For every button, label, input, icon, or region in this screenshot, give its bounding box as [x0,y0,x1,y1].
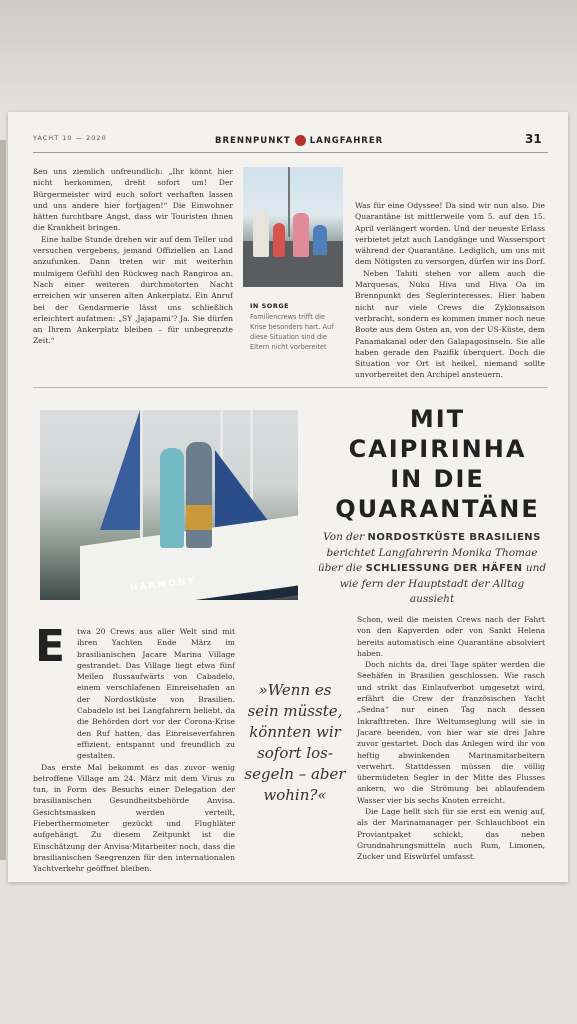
headline-line: CAIPIRINHA [348,435,527,463]
photo-caption-title: IN SORGE [250,302,290,310]
headline-line: QUARANTÄNE [335,495,540,523]
top-column-1 [33,166,233,347]
photo-caption: Familiencrews trifft die Krise besonders hart. Auf diese Situation sind die Eltern nicht vorbereitet [250,313,334,351]
header-section-part2: LANGFAHRER [309,135,384,146]
paragraph: Die Lage hellt sich für sie erst ein wenig auf, als der Marinamanager per Schlauchboot ein Proviantpaket schickt, das neben Grundnahrungsmitteln auch Rum, Limonen, Zucker und Eiswürfel umfasst. [357,807,545,862]
pull-quote: »Wenn es sein müsste, könnten wir sofort los-segeln – aber wohin?« [244,681,346,804]
paragraph: Doch nichts da, drei Tage später werden die Seehäfen in Brasilien geschlossen. Wie rasch und strikt das Einlaufverbot umgesetzt wird, erfährt die Crew der französischen Yacht „Sedna“ nur einen Tag nach dessen Inkrafttreten. Ihre Weltumseglung will sie in Jacare beenden, von hier war sie drei Jahre zuvor gestartet. Doch das Anlegen wird ihr von heftig abwinkenden Marinamitarbeitern verwehrt. Stattdessen müssen die völlig übermüdeten Segler in der Mitte des Flusses ankern, wo die Strömung bei ablaufendem Wasser vier bis sechs Knoten erreicht. [357,660,545,805]
article-column-3 [357,614,545,863]
drop-cap: E [35,621,66,672]
paragraph: twa 20 Crews aus aller Welt sind mit ihren Yachten Ende März im brasilianischen Jacare Marina Village gestrandet. Das Village liegt etwa fünf Meilen flussaufwärts von Cabadelo, einem verschlafenen Einreisehafen an der Nordostküste von Brasilien. Cabadelo ist bei Langfahrern beliebt, da die Behörden dort vor der Corona-Krise den Ruf hatten, das Einreiseverfahren effizient, entspannt und freundlich zu gestalten. [77,627,235,761]
paragraph: Schon, weil die meisten Crews nach der Fahrt von den Kapverden oder von Sankt Helena bereits automatisch eine Quarantäne absolviert haben. [357,615,545,658]
paragraph: Das erste Mal bekommt es das zuvor wenig betroffene Village am 24. März mit dem Virus zu tun, in Form des Besuchs einer Delegation der brasilianischen Gesundheitsbehörde Anvisa. Gesichtsmasken werden verteilt, Fieberthermometer gezückt und Flughläter aufgehängt. Zu diesem Zeitpunkt ist die Einschätzung der Anvisa-Mitarbeiter noch, dass die brasilianischen Seegrenzen für den internationalen Yachtverkehr geöffnet bleiben. [33,762,235,874]
article-column-1 [33,621,235,875]
article-headline [330,404,545,524]
top-column-3 [355,200,545,381]
headline-line: IN DIE [390,465,485,493]
deck-highlight: NORDOSTKÜSTE BRASILIENS [367,532,541,543]
paragraph: Was für eine Odyssee! Da sind wir nun also. Die Quarantäne ist mittlerweile vom 5. auf den 15. April verlängert worden. Und der neueste Erlass verbietet jetzt auch Landgänge und Wassersport während der Quarantäne. Lediglich, um uns mit dem Nötigsten zu versorgen, dürfen wir ins Dorf. [355,201,546,267]
page-spine [0,140,6,860]
header-rule [33,152,548,153]
compass-logo-icon [295,135,306,146]
background-shadow [0,0,577,110]
page-number: 31 [525,132,542,146]
header-issue: YACHT 10 — 2020 [33,134,107,142]
paragraph: ßen uns ziemlich unfreundlich: „Ihr könnt hier nicht herkommen, dreht sofort um! Der Bürgermeister wird euch sofort verhaften lassen und uns andere hier fortjagen!“ Die Einwohner hätten furchtbare Angst, dass wir Touristen ihnen die Krankheit bringen. [33,167,233,233]
article-deck: Von der NORDOSTKÜSTE BRASILIENS berichtet Langfahrerin Monika Thomae über die SCHLIESSUNG DER HÄFEN und wie fern der Hauptstadt der Alltag aussieht [317,531,547,605]
paragraph: Eine halbe Stunde drehen wir auf dem Teller und versuchen vergebens, jemand Offiziellen an Land anzufunken. Dann treten wir mit weiterhin mulmigem Gefühl den Rückweg nach Rangiroa an. Nach einer weiteren durchmotorten Nacht erreichen wir unseren alten Ankerplatz. Ein Anruf bei der Gendarmerie lässt uns schließlich erleichtert aufatmen: „SY ,Jajapami‘? Ja. Sie dürfen an Ihrem Ankerplatz bleiben – für unbegrenzte Zeit.“ [33,234,233,346]
boat-name: HARMONY [129,576,197,594]
paragraph: Neben Tahiti stehen vor allem auch die Marquesas, Nuku Hiva und Hiva Oa im Brennpunkt des Seglerinteresses. Hier haben nicht nur viele Crews die Zyklonsaison verbracht, sondern es kommen immer noch neue Boote aus dem Osten an, von der US-Küste, dem Panamakanal oder den Galapagosinseln. Sie alle haben gerade den Pazifik überquert. Doch die Situation vor Ort ist heikel, niemand sollte unvorbereitet den Archipel ansteuern. [355,268,545,380]
couple-on-sailboat-photo [40,410,298,600]
deck-highlight: SCHLIESSUNG DER HÄFEN [365,563,523,574]
header-section [215,135,383,146]
family-photo [243,167,343,287]
headline-line: MIT [409,405,466,433]
section-divider [33,387,548,388]
header-section-part1: BRENNPUNKT [215,135,291,146]
